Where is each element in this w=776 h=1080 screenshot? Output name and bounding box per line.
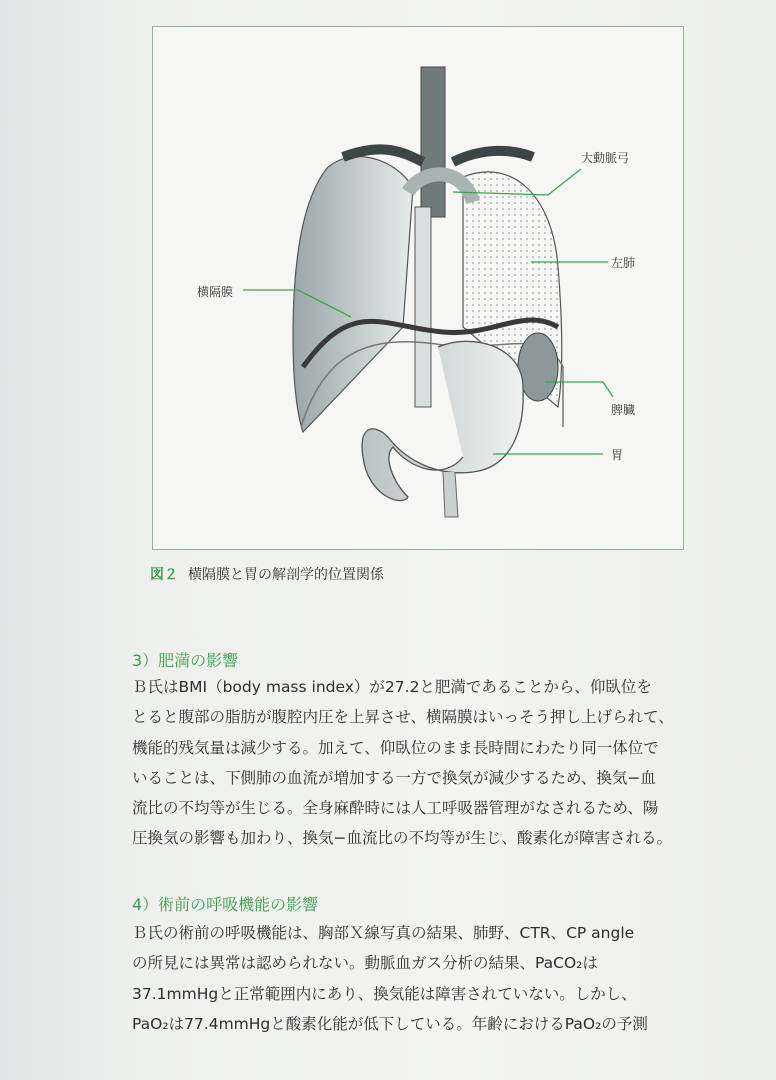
body-line: 流比の不均等が生じる。全身麻酔時には人工呼吸器管理がなされるため、陽: [132, 799, 659, 818]
label-spleen: 脾臓: [611, 403, 636, 417]
body-line: 圧換気の影響も加わり、換気−血流比の不均等が生じ、酸素化が障害される。: [132, 829, 672, 848]
right-lung-shape: [293, 157, 413, 432]
label-aortic-arch: 大動脈弓: [581, 151, 630, 165]
body-line: 機能的残気量は減少する。加えて、仰臥位のまま長時間にわたり同一体位で: [132, 738, 659, 757]
section-3-heading: 3）肥満の影響: [132, 651, 239, 670]
body-line: PaO₂は77.4mmHgと酸素化能が低下している。年齢におけるPaO₂の予測: [132, 1014, 648, 1033]
esophagus-shape: [415, 207, 431, 407]
body-line: いることは、下側肺の血流が増加する一方で換気が減少するため、換気−血: [132, 768, 656, 787]
body-line: の所見には異常は認められない。動脈血ガス分析の結果、PaCO₂は: [132, 954, 598, 973]
body-line: Ｂ氏の術前の呼吸機能は、胸部Ｘ線写真の結果、肺野、CTR、CP angle: [132, 924, 635, 942]
label-left-lung: 左肺: [611, 256, 636, 270]
spleen-shape: [518, 333, 558, 401]
body-line: とると腹部の脂肪が腹腔内圧を上昇させ、横隔膜はいっそう押し上げられて、: [132, 708, 674, 727]
body-line: 37.1mmHgと正常範囲内にあり、換気能は障害されていない。しかし、: [132, 984, 637, 1003]
figure-number: 図２: [150, 567, 178, 583]
section-4-body: [132, 918, 700, 1039]
body-line: Ｂ氏はBMI（body mass index）が27.2と肥満であることから、仰臥位を: [132, 678, 652, 696]
trachea-shape: [421, 67, 445, 217]
label-diaphragm: 横隔膜: [197, 285, 234, 299]
figure-caption: [150, 564, 384, 584]
stomach-shape: [362, 341, 523, 500]
section-4-heading: 4）術前の呼吸機能の影響: [132, 895, 319, 914]
anatomy-figure: [152, 26, 684, 550]
label-stomach: 胃: [611, 448, 624, 462]
section-3-body: [132, 672, 700, 854]
figure-caption-text: 横隔膜と胃の解剖学的位置関係: [188, 567, 384, 583]
